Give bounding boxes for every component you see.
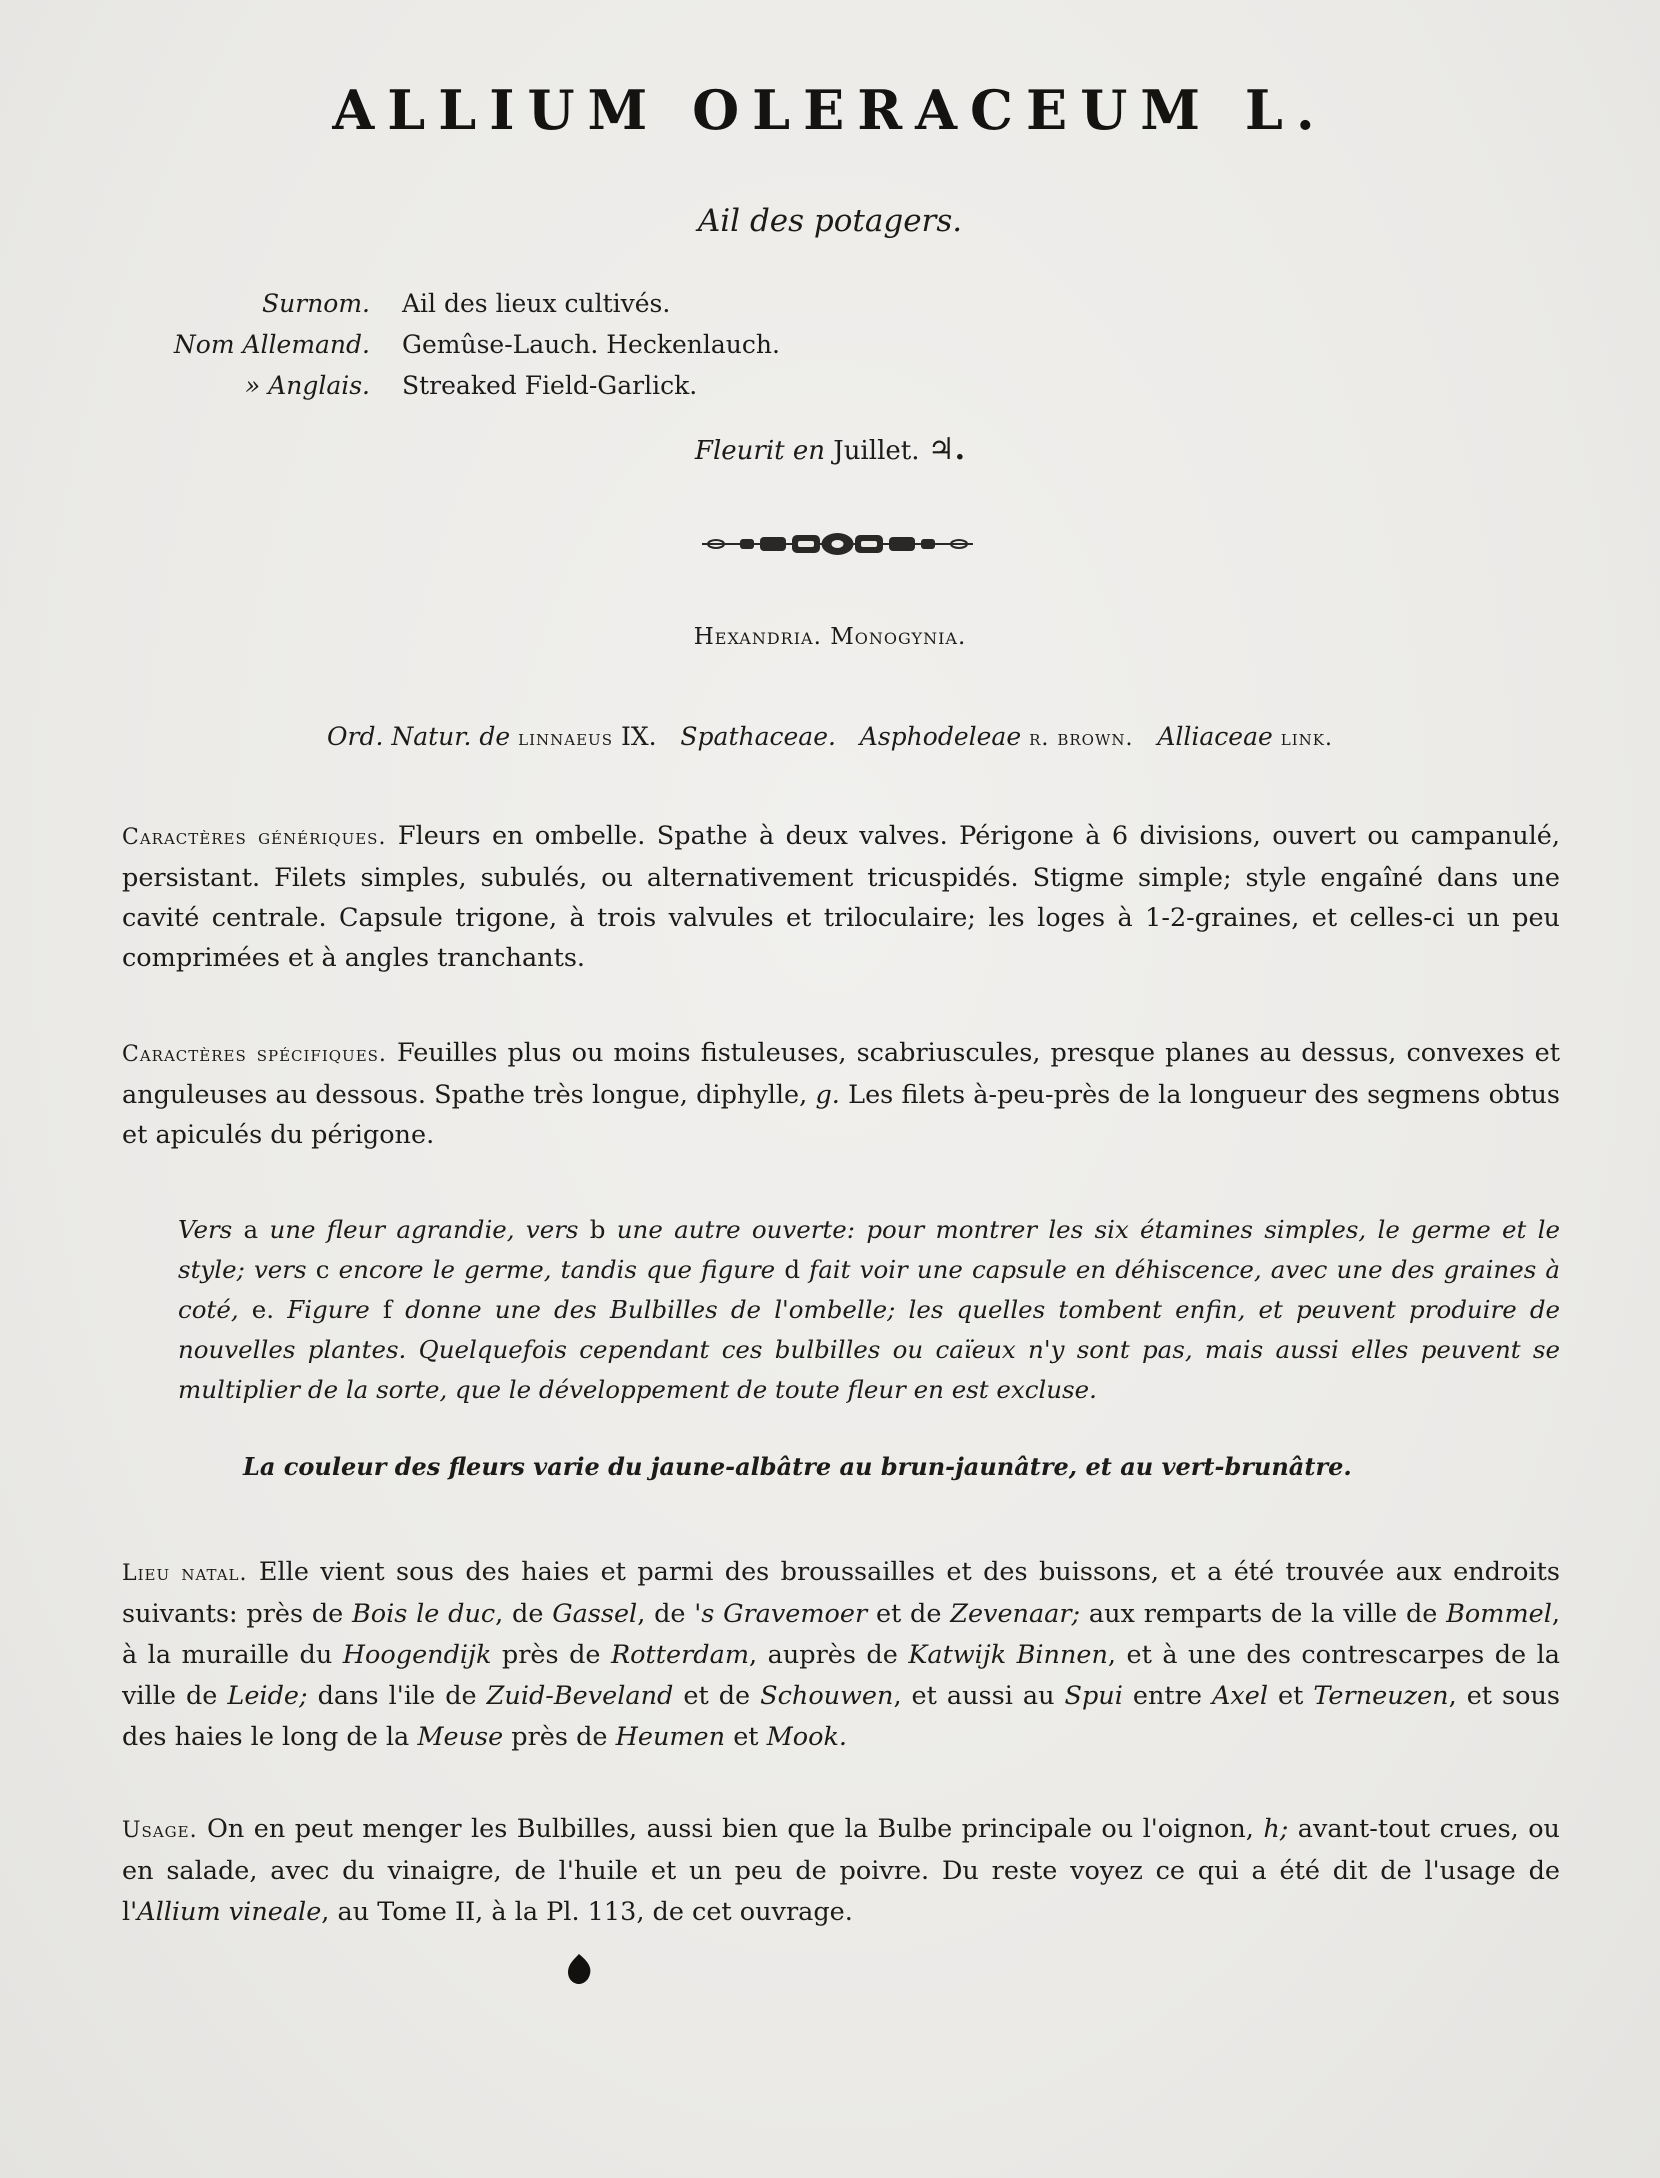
place-name: Mook. <box>766 1722 848 1752</box>
perennial-symbol: ♃. <box>927 432 966 467</box>
section-text: , et aussi au <box>893 1681 1055 1711</box>
section-text: et de <box>875 1599 942 1629</box>
section-text: et de <box>683 1681 751 1711</box>
native-habitat <box>122 1552 1560 1758</box>
order-family: Alliaceae <box>1157 722 1273 751</box>
fig-text: Figure <box>287 1295 370 1324</box>
flower-color-note: La couleur des fleurs varie du jaune-albâtre au brun-jaunâtre, et au vert-brunâtre. <box>243 1452 1352 1481</box>
name-label: » Anglais. <box>244 371 370 400</box>
place-name: Meuse <box>417 1722 504 1752</box>
section-text: avant-tout crues, ou en salade, avec du vinaigre, de l'huile et un peu de poivre. Du reste voyez ce qui a été dit de l'usage de l' <box>122 1814 1560 1927</box>
figure-letter: a <box>243 1215 259 1244</box>
order-number: IX. <box>620 722 657 751</box>
species-name: Allium vineale <box>137 1897 322 1927</box>
order-text: Ord. Natur. de <box>327 722 511 751</box>
section-text: , de <box>495 1599 544 1629</box>
fig-text: donne une des Bulbilles de l'ombelle; les quelles tombent enfin, et peuvent produire de nouvelles plantes. Quelquefois cependant ces bulbilles ou caïeux n'y sont pas, mais aussi elles peuvent se multiplier de la sorte, que le développement de toute fleur en est excluse. <box>178 1295 1561 1404</box>
name-row-german <box>150 324 780 365</box>
name-value: Ail des lieux cultivés. <box>402 289 671 318</box>
ornament-divider-icon <box>700 530 975 558</box>
figure-letter: d <box>784 1255 800 1284</box>
place-name: Zuid-Beveland <box>486 1681 674 1711</box>
place-name: Spui <box>1064 1681 1123 1711</box>
section-text: , à la muraille du <box>122 1599 1560 1670</box>
flowering-label: Fleurit <box>694 436 785 466</box>
place-name: Zevenaar; <box>950 1599 1081 1629</box>
name-label: Nom Allemand. <box>173 330 370 359</box>
section-text: Fleurs en ombelle. Spathe à deux valves. Périgone à 6 divisions, ouvert ou campanulé, persistant. Filets simples, subulés, ou alternativement tricuspidés. Stigme simple; style engaîné dans une cavité centrale. Capsule trigone, à trois valvules et triloculaire; les loges à 1-2-graines, et celles-ci un peu comprimées et à angles tranchants. <box>122 821 1560 973</box>
order-author: linnaeus <box>518 726 613 751</box>
name-row-surnom <box>150 283 780 324</box>
name-label: Surnom. <box>262 289 370 318</box>
vernacular-names <box>150 283 780 406</box>
flowering-month: Juillet. <box>833 436 920 466</box>
figure-letter: f <box>382 1295 392 1324</box>
fig-text: une fleur agrandie, vers <box>269 1215 579 1244</box>
place-name: Terneuzen <box>1313 1681 1449 1711</box>
section-text: dans l'ile de <box>317 1681 477 1711</box>
order-author: r. brown. <box>1029 726 1134 751</box>
section-text: , au Tome II, à la Pl. 113, de cet ouvrage. <box>321 1897 853 1927</box>
name-value: Gemûse-Lauch. Heckenlauch. <box>402 330 780 359</box>
section-text: Feuilles plus ou moins fistuleuses, scabriuscules, presque planes au dessus, convexes et anguleuses au dessous. Spathe très longue, diphylle, <box>122 1038 1560 1110</box>
place-name: Heumen <box>615 1722 726 1752</box>
place-name: Schouwen <box>760 1681 894 1711</box>
place-name: 's Gravemoer <box>694 1599 868 1629</box>
specific-characters <box>122 1033 1560 1155</box>
section-text: Elle vient sous des haies et parmi des broussailles et des buissons, et a été trouvée aux endroits suivants: près de <box>122 1557 1560 1629</box>
place-name: Axel <box>1211 1681 1269 1711</box>
section-text: On en peut menger les Bulbilles, aussi bien que la Bulbe principale ou l'oignon, <box>207 1814 1254 1844</box>
natural-order <box>0 722 1660 751</box>
section-text: près de <box>511 1722 608 1752</box>
place-name: Bommel <box>1446 1599 1552 1629</box>
place-name: Leide; <box>227 1681 308 1711</box>
page-title: ALLIUM OLERACEUM L. <box>332 78 1328 142</box>
place-name: Rotterdam <box>610 1640 750 1670</box>
section-text: et <box>733 1722 759 1752</box>
fig-text: Vers <box>178 1215 233 1244</box>
figure-letter: g. <box>815 1080 840 1110</box>
place-name: Katwijk Binnen <box>908 1640 1108 1670</box>
section-text: et <box>1278 1681 1304 1711</box>
name-value: Streaked Field-Garlick. <box>402 371 698 400</box>
section-heading: Lieu natal. <box>122 1561 248 1586</box>
section-text: , et à une des contrescarpes de la ville de <box>122 1640 1560 1711</box>
section-heading: Caractères génériques. <box>122 825 387 850</box>
usage <box>122 1809 1560 1933</box>
place-name: Hoogendijk <box>342 1640 492 1670</box>
order-family: Spathaceae. <box>680 722 836 751</box>
figure-letter: h; <box>1263 1814 1289 1844</box>
section-text: aux remparts de la ville de <box>1088 1599 1438 1629</box>
figure-letter: e. <box>251 1295 275 1324</box>
fig-text: fait voir une capsule en déhiscence, avec une des graines à coté, <box>178 1255 1560 1324</box>
common-name: Ail des potagers. <box>697 203 963 239</box>
fig-text: une autre ouverte: pour montrer les six étamines simples, le germe et le style; vers <box>178 1215 1560 1284</box>
section-text: , et sous des haies le long de la <box>122 1681 1561 1752</box>
section-heading: Caractères spécifiques. <box>122 1042 387 1067</box>
generic-characters <box>122 816 1560 978</box>
fig-text: encore le germe, tandis que figure <box>338 1255 776 1284</box>
place-name: Gassel <box>552 1599 638 1629</box>
figure-explanation <box>178 1210 1560 1410</box>
order-family: Asphodeleae <box>859 722 1022 751</box>
section-text: près de <box>501 1640 601 1670</box>
section-text: entre <box>1132 1681 1202 1711</box>
order-author: link. <box>1280 726 1333 751</box>
flowering-time <box>0 432 1660 467</box>
section-text: , auprès de <box>749 1640 898 1670</box>
flowering-mid: en <box>792 436 825 466</box>
section-text: , de <box>637 1599 686 1629</box>
name-row-english <box>150 365 780 406</box>
section-text: Les filets à-peu-près de la longueur des segmens obtus et apiculés du périgone. <box>122 1080 1561 1150</box>
linnaean-classification: Hexandria. Monogynia. <box>693 624 967 650</box>
figure-letter: b <box>589 1215 606 1244</box>
place-name: Bois le duc <box>352 1599 496 1629</box>
figure-letter: c <box>315 1255 330 1284</box>
section-heading: Usage. <box>122 1818 198 1843</box>
end-ornament-icon <box>564 1952 594 1986</box>
